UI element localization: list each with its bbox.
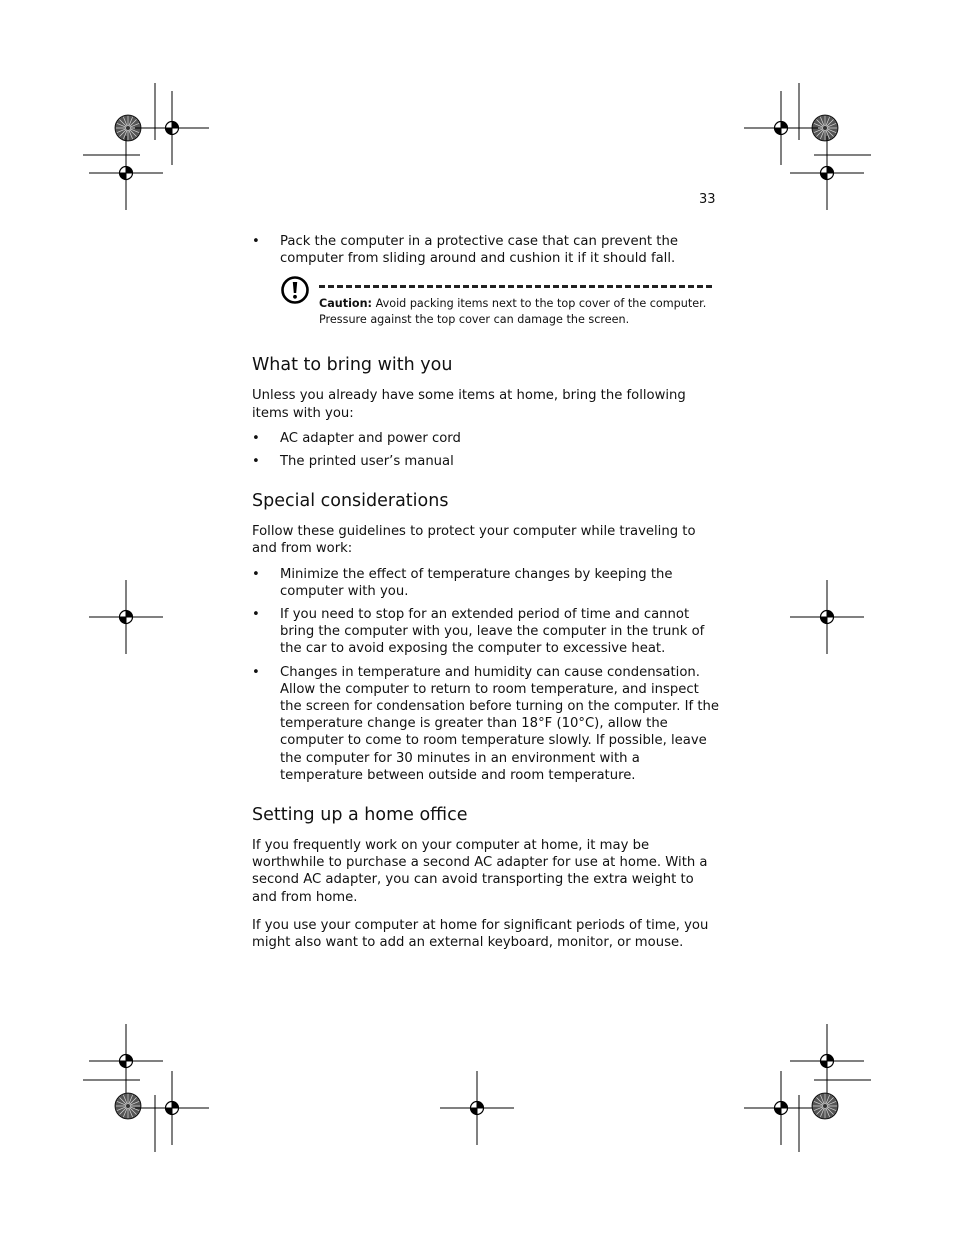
exclamation-circle-icon <box>280 275 310 305</box>
registration-mark <box>790 1024 864 1098</box>
registration-mark <box>790 580 864 654</box>
caution-note <box>280 275 722 331</box>
section-intro: Follow these guidelines to protect your computer while traveling to and from work: <box>252 524 696 557</box>
section-heading-bring: What to bring with you <box>252 355 453 376</box>
registration-mark <box>744 1071 818 1145</box>
paragraph: If you use your computer at home for significant periods of time, you might also want to add an external keyboard, monitor, or mouse. <box>252 917 709 951</box>
page-body <box>252 233 722 951</box>
caution-divider <box>319 285 712 288</box>
crop-mark-top-right <box>799 83 871 155</box>
section-intro: Unless you already have some items at home, bring the following items with you: <box>252 388 686 421</box>
paragraph: If you frequently work on your computer at home, it may be worthwhile to purchase a second AC adapter for use at home. With a second AC adapter, you can avoid transporting the extra weight to and from home. <box>252 838 708 905</box>
registration-mark <box>89 1024 163 1098</box>
registration-mark <box>440 1071 514 1145</box>
list-item: • If you need to stop for an extended period of time and cannot bring the computer with you, leave the computer in the trunk of the car to avoid exposing the computer to excessive heat. <box>252 606 722 658</box>
registration-mark <box>135 1071 209 1145</box>
list-item: • Minimize the effect of temperature changes by keeping the computer with you. <box>252 566 722 600</box>
starburst-mark <box>115 1093 141 1119</box>
crop-mark-bottom-left <box>83 1080 155 1152</box>
caution-body: Avoid packing items next to the top cover of the computer. Pressure against the top cover can damage the screen. <box>319 297 707 327</box>
list-item: • AC adapter and power cord <box>252 430 722 447</box>
registration-mark <box>89 136 163 210</box>
registration-mark <box>744 91 818 165</box>
caution-text <box>319 296 719 328</box>
list-item: • Changes in temperature and humidity can cause condensation. Allow the computer to return to room temperature, and inspect the screen for condensation before turning on the computer. If the temperature change is greater than 18°F (10°C), allow the computer to come to room temperature slowly. If possible, leave the computer for 30 minutes in an environment with a temperature between outside and room temperature. <box>252 664 722 784</box>
starburst-mark <box>812 1093 838 1119</box>
section-heading-special: Special considerations <box>252 491 449 512</box>
page-number: 33 <box>699 192 716 207</box>
registration-mark <box>135 91 209 165</box>
registration-mark <box>790 136 864 210</box>
caution-label: Caution: <box>319 297 373 311</box>
registration-mark <box>89 580 163 654</box>
section-heading-home: Setting up a home office <box>252 805 468 826</box>
list-item: • The printed user’s manual <box>252 453 722 470</box>
crop-mark-bottom-right <box>799 1080 871 1152</box>
list-item: • Pack the computer in a protective case that can prevent the computer from sliding around and cushion it if it should fall. <box>252 233 722 267</box>
